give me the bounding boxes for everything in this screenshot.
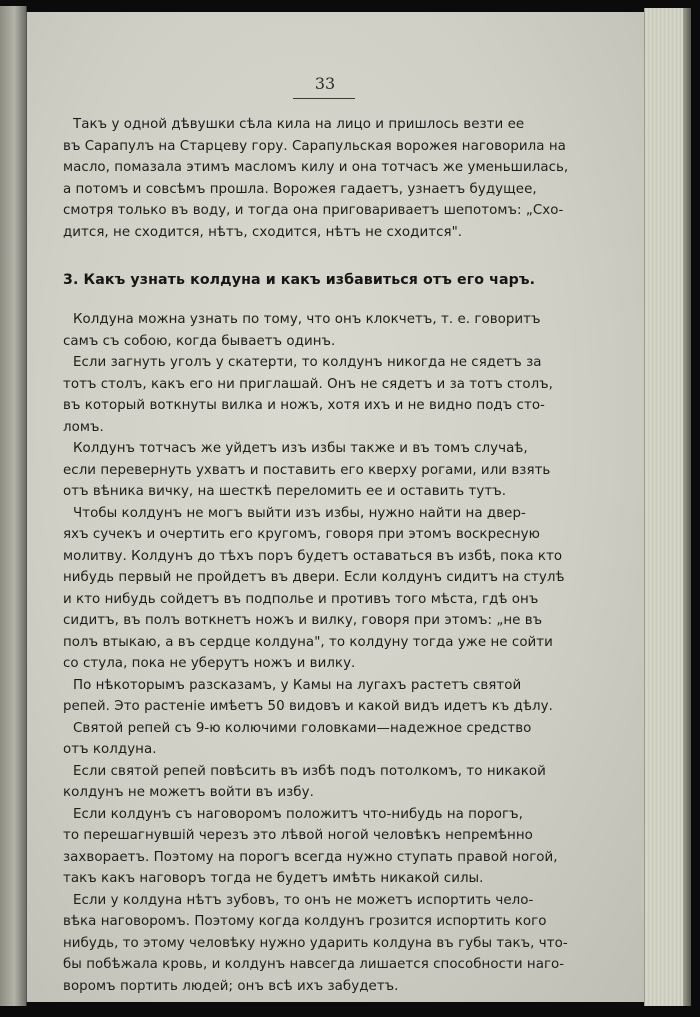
text-line: дится, не сходится, нѣтъ, сходится, нѣтъ не сходится". bbox=[63, 224, 463, 240]
section-body bbox=[63, 309, 611, 997]
text-line: Если святой репей повѣсить въ избѣ подъ потолкомъ, то никакой bbox=[73, 763, 546, 779]
text-line: отъ вѣника вичку, на шесткѣ переломить ее и оставить тутъ. bbox=[63, 484, 507, 499]
text-line: самъ съ собою, когда бываетъ одинъ. bbox=[63, 333, 336, 349]
text-line: въ который воткнуты вилка и ножъ, хотя ихъ и не видно подъ сто- bbox=[63, 398, 545, 413]
text-line: полъ втыкаю, а въ сердце колдуна", то колдуну тогда уже не сойти bbox=[63, 634, 553, 650]
text-line: масло, помазала этимъ масломъ килу и она тотчасъ же уменьшилась, bbox=[63, 160, 569, 175]
intro-paragraph bbox=[63, 114, 611, 243]
text-line: сидитъ, въ полъ воткнетъ ножъ и вилку, говоря при этомъ: „не въ bbox=[63, 613, 543, 628]
text-line: Если у колдуна нѣтъ зубовъ, то онъ не можетъ испортить чело- bbox=[73, 892, 534, 908]
text-line: а потомъ и совсѣмъ прошла. Ворожея гадаетъ, узнаетъ будущее, bbox=[63, 181, 537, 197]
page-number: 33 bbox=[314, 74, 336, 93]
text-line: яхъ сучекъ и очертить его кругомъ, говоря при этомъ воскресную bbox=[63, 527, 540, 542]
text-line: Если колдунъ съ наговоромъ положитъ что-нибудь на порогъ, bbox=[73, 806, 523, 822]
text-line: то перешагнувшій черезъ это лѣвой ногой человѣкъ непремѣнно bbox=[63, 828, 533, 843]
text-line: Если загнуть уголъ у скатерти, то колдунъ никогда не сядетъ за bbox=[73, 355, 542, 370]
text-line: воромъ портить людей; онъ всѣ ихъ забудетъ. bbox=[63, 978, 399, 994]
text-line: репей. Это растеніе имѣетъ 50 видовъ и какой видъ идетъ къ дѣлу. bbox=[63, 699, 553, 714]
text-line: Святой репей съ 9-ю колючими головками—надежное средство bbox=[73, 720, 532, 736]
text-line: со стула, пока не уберутъ ножъ и вилку. bbox=[63, 656, 356, 671]
page-number-rule bbox=[293, 98, 355, 99]
text-line: бы побѣжала кровь, и колдунъ навсегда лишается способности наго- bbox=[63, 957, 565, 972]
text-line: молитву. Колдунъ до тѣхъ поръ будетъ оставаться въ избѣ, пока кто bbox=[63, 548, 563, 564]
book-page bbox=[26, 12, 645, 1002]
adjacent-left-page bbox=[0, 6, 27, 1006]
text-line: тотъ столъ, какъ его ни приглашай. Онъ не сядетъ и за тотъ столъ, bbox=[63, 376, 553, 392]
text-line: нибудь первый не пройдетъ въ двери. Если колдунъ сидитъ на стулѣ bbox=[63, 570, 565, 585]
text-line: отъ колдуна. bbox=[63, 742, 157, 757]
text-line: нибудь, то этому человѣку нужно ударить колдуна въ губы такъ, что- bbox=[63, 935, 568, 951]
text-line: такъ какъ наговоръ тогда не будетъ имѣть никакой силы. bbox=[63, 871, 484, 886]
text-line: ломъ. bbox=[63, 419, 104, 435]
text-line: По нѣкоторымъ разсказамъ, у Камы на лугахъ растетъ святой bbox=[73, 677, 522, 693]
text-line: захвораетъ. Поэтому на порогъ всегда нужно ступать правой ногой, bbox=[63, 849, 558, 865]
text-line: колдунъ не можетъ войти въ избу. bbox=[63, 785, 314, 800]
text-line: если перевернуть ухватъ и поставить его кверху рогами, или взять bbox=[63, 462, 551, 478]
text-line: смотря только въ воду, и тогда она приговариваетъ шепотомъ: „Схо- bbox=[63, 203, 564, 218]
text-line: Такъ у одной дѣвушки сѣла кила на лицо и пришлось везти ее bbox=[73, 117, 525, 132]
text-line: Колдуна можна узнать по тому, что онъ клокчетъ, т. е. говоритъ bbox=[73, 312, 541, 327]
text-line: вѣка наговоромъ. Поэтому когда колдунъ грозится испортить кого bbox=[63, 914, 547, 929]
text-line: Колдунъ тотчасъ же уйдетъ изъ избы также и въ томъ случаѣ, bbox=[73, 441, 528, 456]
page-edges bbox=[644, 8, 691, 1006]
text-line: въ Сарапулъ на Старцеву гору. Сарапульская ворожея наговорила на bbox=[63, 138, 566, 154]
section-heading: 3. Какъ узнать колдуна и какъ избавиться отъ его чаръ. bbox=[63, 272, 536, 288]
text-line: Чтобы колдунъ не могъ выйти изъ избы, нужно найти на двер- bbox=[73, 505, 526, 521]
text-line: и кто нибудь сойдетъ въ подполье и противъ того мѣста, гдѣ онъ bbox=[63, 591, 539, 607]
